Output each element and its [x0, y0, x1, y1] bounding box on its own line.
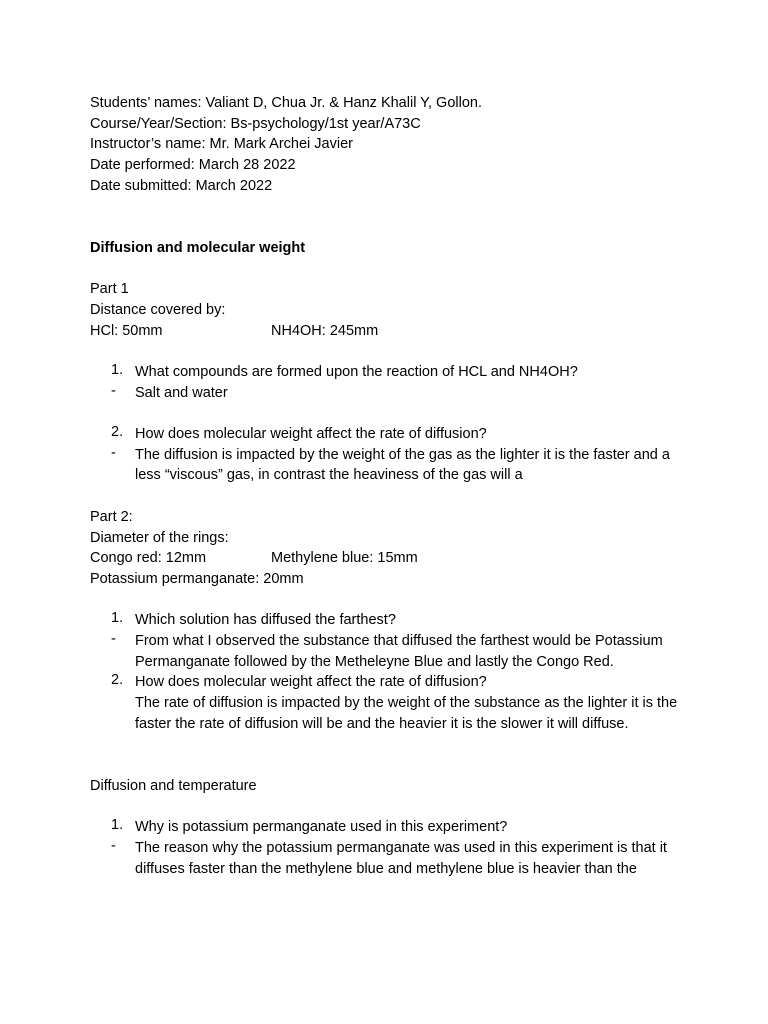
answer-text: The diffusion is impacted by the weight of the gas as the lighter it is the faster and a less “viscous” gas, in contrast the heaviness of the gas will a: [135, 446, 670, 484]
part1-subheading: Distance covered by:: [90, 301, 226, 318]
part1-distances: [90, 321, 690, 342]
part2-answer-1: [90, 631, 690, 672]
question-text: Why is potassium permanganate used in this experiment?: [135, 819, 508, 836]
answer-text: The rate of diffusion is impacted by the weight of the substance as the lighter it is the faster the rate of diffusion will be and the heavier it is the slower it will diffuse.: [135, 695, 678, 732]
part2-heading: Part 2:: [90, 508, 133, 525]
temp-question-1: [90, 817, 690, 838]
course-year-section: Course/Year/Section: Bs-psychology/1st year/A73C: [90, 115, 421, 132]
list-dash: -: [111, 837, 116, 854]
students-names: Students’ names: Valiant D, Chua Jr. & Hanz Khalil Y, Gollon.: [90, 95, 482, 111]
part2-subheading: Diameter of the rings:: [90, 529, 229, 546]
part2-question-2: [90, 672, 690, 693]
hcl-distance: HCl: 50mm: [90, 322, 163, 339]
list-number: 2.: [111, 672, 124, 689]
part1-heading: Part 1: [90, 281, 129, 298]
question-text: Which solution has diffused the farthest?: [135, 612, 396, 629]
part2-answer-2: [90, 693, 690, 734]
part1-question-2: [90, 424, 690, 445]
part1-answer-1: [90, 383, 690, 404]
date-performed: Date performed: March 28 2022: [90, 157, 296, 174]
methylene-blue-diameter: Methylene blue: 15mm: [271, 550, 418, 567]
section-title-molecular-weight: Diffusion and molecular weight: [90, 239, 306, 256]
question-text: How does molecular weight affect the rate of diffusion?: [135, 674, 487, 691]
temp-answer-1: [90, 838, 690, 879]
answer-text: Salt and water: [135, 384, 228, 401]
list-dash: -: [111, 444, 116, 461]
nh4oh-distance: NH4OH: 245mm: [271, 322, 379, 339]
section-title-temperature: Diffusion and temperature: [90, 777, 257, 794]
part1-question-1: [90, 362, 690, 383]
part2-diameters: [90, 548, 690, 569]
potassium-permanganate-diameter: Potassium permanganate: 20mm: [90, 570, 304, 587]
congo-red-diameter: Congo red: 12mm: [90, 550, 207, 567]
part1-answer-2: [90, 445, 690, 486]
list-number: 1.: [111, 610, 124, 627]
list-dash: -: [111, 630, 116, 647]
answer-text: The reason why the potassium permanganate was used in this experiment is that it diffuses faster than the methylene blue and methylene blue is heavier than the: [135, 839, 667, 877]
part2-question-1: [90, 610, 690, 631]
list-number: 1.: [111, 361, 124, 378]
instructor-name: Instructor’s name: Mr. Mark Archei Javier: [90, 136, 353, 153]
question-text: What compounds are formed upon the reaction of HCL and NH4OH?: [135, 363, 578, 380]
question-text: How does molecular weight affect the rate of diffusion?: [135, 426, 487, 443]
date-submitted: Date submitted: March 2022: [90, 177, 273, 194]
list-number: 2.: [111, 424, 124, 441]
list-number: 1.: [111, 817, 124, 834]
document-page: [90, 93, 690, 879]
list-dash: -: [111, 382, 116, 399]
answer-text: From what I observed the substance that diffused the farthest would be Potassium Permanganate followed by the Metheleyne Blue and lastly the Congo Red.: [135, 632, 663, 670]
